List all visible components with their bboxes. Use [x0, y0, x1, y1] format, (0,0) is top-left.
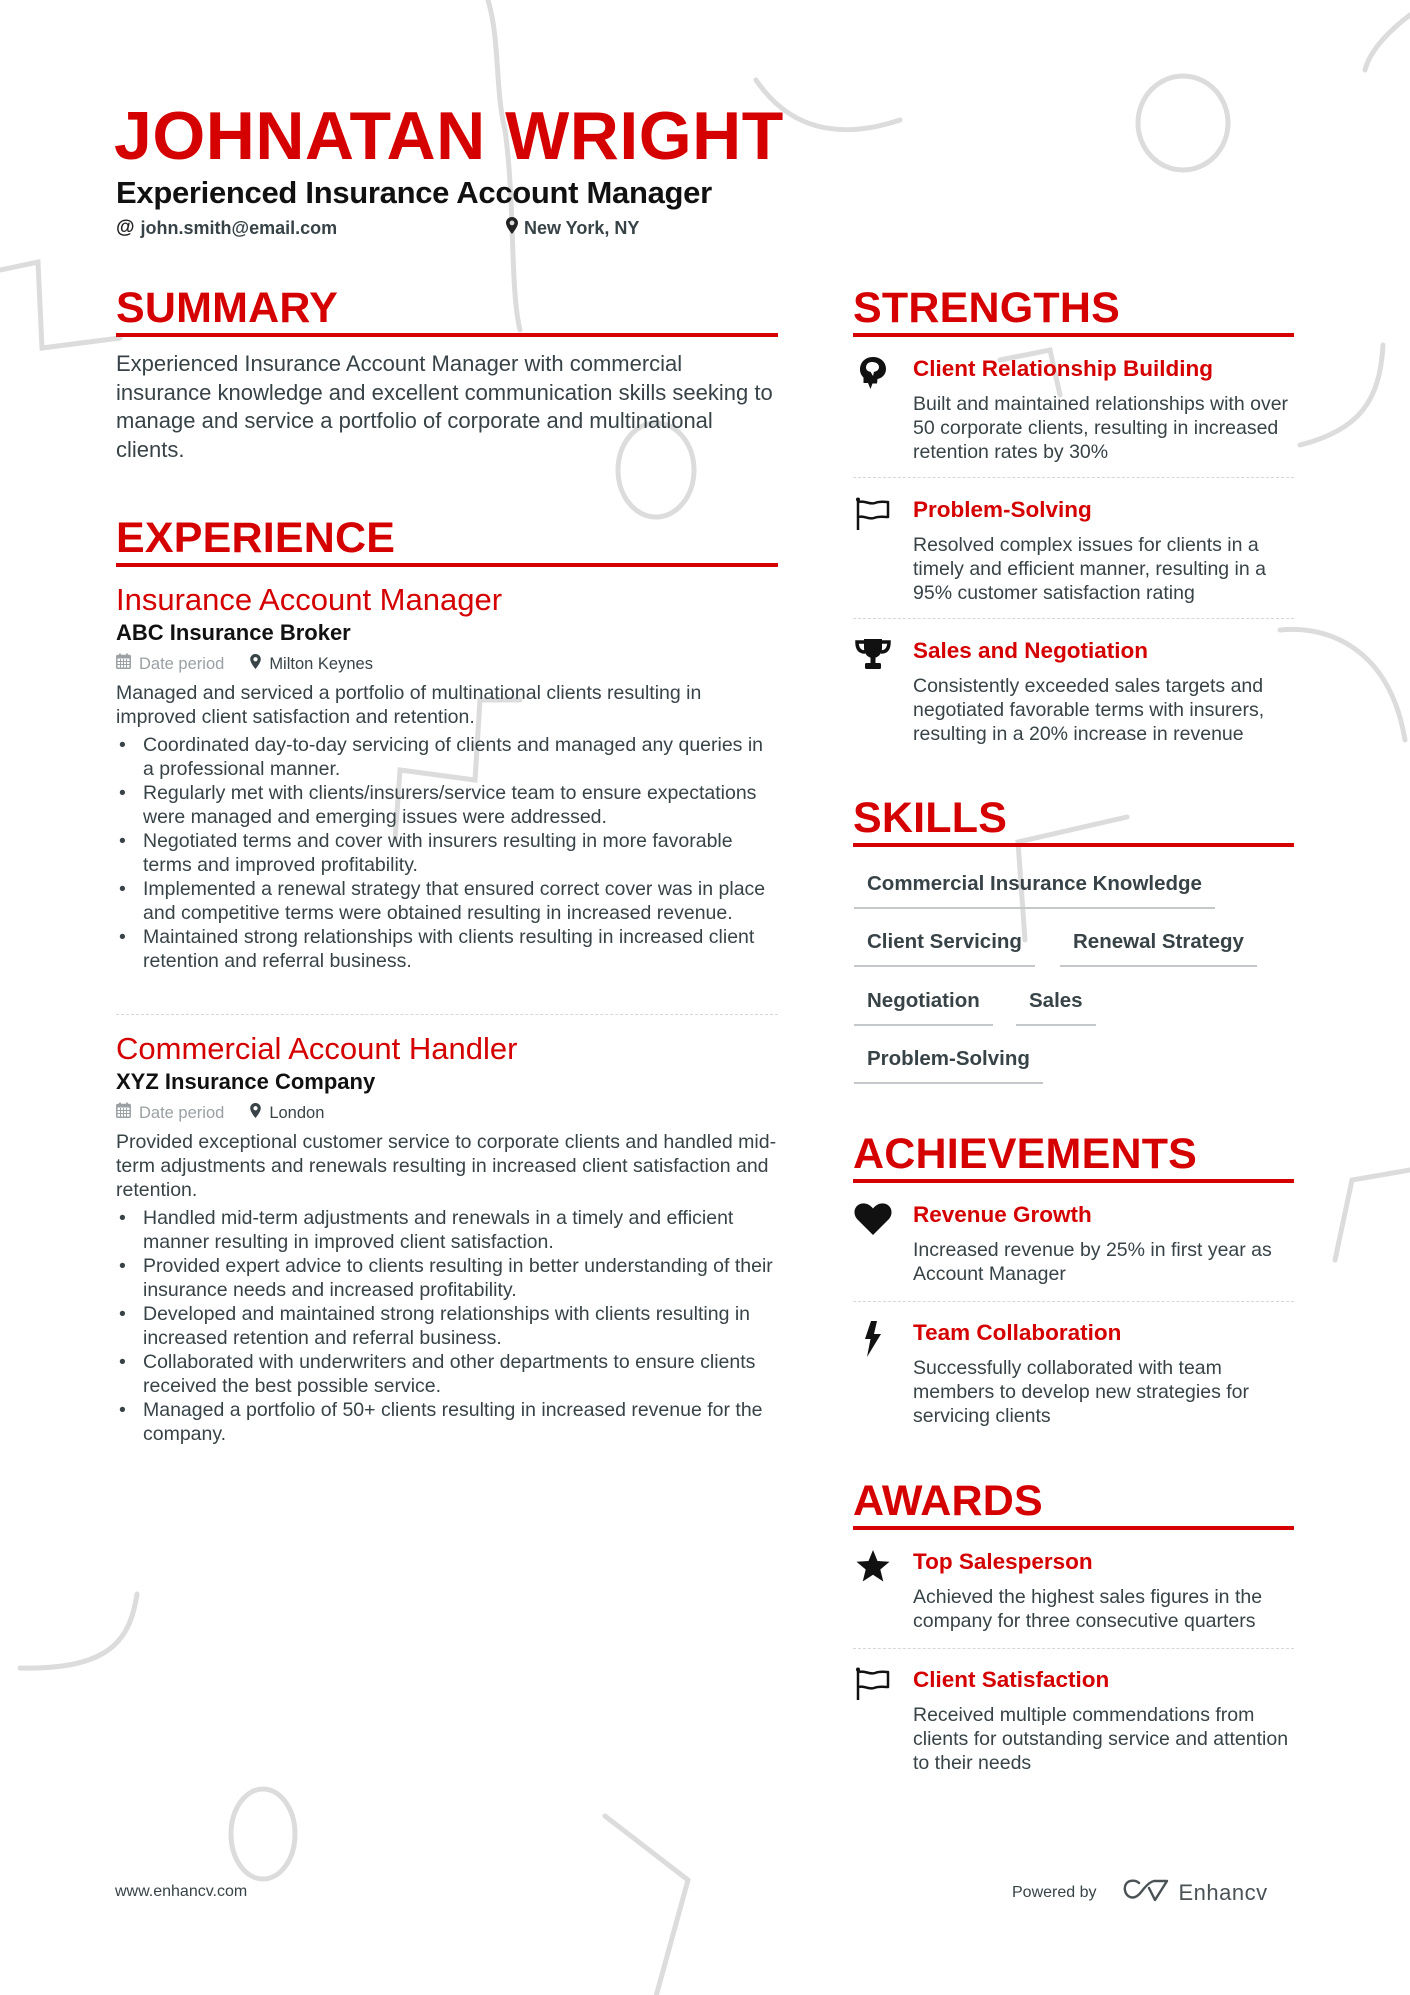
- summary-text: Experienced Insurance Account Manager with commercial insurance knowledge and excellent communication skills seeking to manage and service a portfolio of corporate and multinational clients.: [116, 351, 773, 462]
- achievements-divider: [853, 1179, 1294, 1183]
- job-date: [116, 653, 224, 675]
- job-location: [250, 1102, 324, 1124]
- powered-by-label: Powered by: [1012, 1884, 1097, 1901]
- location-text: Milton Keynes: [269, 655, 373, 673]
- candidate-title: Experienced Insurance Account Manager: [116, 175, 712, 210]
- item-separator: [853, 1301, 1294, 1302]
- job-meta: [116, 653, 778, 675]
- award-text: Received multiple commendations from clients for outstanding service and attention to their needs: [913, 1704, 1289, 1774]
- job-description: Managed and serviced a portfolio of multinational clients resulting in improved client satisfaction and retention.: [116, 682, 702, 728]
- company-name: XYZ Insurance Company: [116, 1069, 376, 1094]
- strengths-heading: STRENGTHS: [853, 284, 1120, 332]
- date-text: Date period: [139, 655, 225, 673]
- candidate-name: JOHNATAN WRIGHT: [114, 98, 784, 174]
- map-marker-icon: [506, 216, 518, 240]
- flag-icon: [853, 1667, 893, 1703]
- heart-icon: [853, 1202, 893, 1238]
- bullet-item: • Handled mid-term adjustments and renewals in a timely and efficient manner resulting in improved client satisfaction.: [116, 1206, 778, 1254]
- date-text: Date period: [139, 1104, 225, 1122]
- bullet-item: • Collaborated with underwriters and other departments to ensure clients received the best possible service.: [116, 1350, 778, 1398]
- job-description: Provided exceptional customer service to corporate clients and handled mid-term adjustments and renewals resulting in increased client satisfaction and retention.: [116, 1131, 777, 1201]
- award-title: Client Satisfaction: [913, 1667, 1110, 1692]
- at-icon: @: [116, 217, 135, 238]
- strength-text: Consistently exceeded sales targets and negotiated favorable terms with insurers, resulting in a 20% increase in revenue: [913, 675, 1265, 745]
- calendar-icon: [116, 653, 131, 675]
- skill-tag: Commercial Insurance Knowledge: [854, 871, 1215, 909]
- strengths-divider: [853, 333, 1294, 337]
- bullet-item: • Implemented a renewal strategy that ensured correct cover was in place and competitive terms were obtained resulting in increased revenue.: [116, 877, 778, 925]
- summary-divider: [116, 333, 778, 337]
- map-marker-icon: [250, 653, 261, 675]
- achievements-heading: ACHIEVEMENTS: [853, 1130, 1198, 1178]
- bullet-item: • Negotiated terms and cover with insurers resulting in more favorable terms and improved profitability.: [116, 829, 778, 877]
- contact-location: [506, 216, 639, 240]
- bullet-item: • Maintained strong relationships with clients resulting in increased client retention and referral business.: [116, 925, 778, 973]
- job-meta: [116, 1102, 778, 1124]
- footer-website-link[interactable]: www.enhancv.com: [115, 1883, 248, 1900]
- achievement-text: Increased revenue by 25% in first year as Account Manager: [913, 1239, 1272, 1285]
- flag-icon: [853, 497, 893, 533]
- job-title: Commercial Account Handler: [116, 1031, 518, 1066]
- location-text: London: [269, 1104, 325, 1122]
- job-entry: [116, 581, 778, 973]
- awards-divider: [853, 1526, 1294, 1530]
- skill-tag: Client Servicing: [854, 929, 1035, 967]
- item-separator: [853, 618, 1294, 619]
- skill-tag: Negotiation: [854, 988, 993, 1026]
- skill-tag: Sales: [1016, 988, 1096, 1026]
- trophy-icon: [853, 638, 893, 674]
- lightning-bolt-icon: [853, 1320, 893, 1356]
- calendar-icon: [116, 1102, 131, 1124]
- job-separator: [116, 1014, 778, 1015]
- skill-tag: Renewal Strategy: [1060, 929, 1257, 967]
- strength-text: Resolved complex issues for clients in a timely and efficient manner, resulting in a 95% customer satisfaction rating: [913, 534, 1266, 604]
- bullet-item: • Managed a portfolio of 50+ clients resulting in increased revenue for the company.: [116, 1398, 778, 1446]
- awards-heading: AWARDS: [853, 1477, 1043, 1525]
- bullet-item: • Provided expert advice to clients resulting in better understanding of their insurance needs and increased profitability.: [116, 1254, 778, 1302]
- star-icon: [853, 1549, 893, 1585]
- email-text: john.smith@email.com: [140, 218, 338, 238]
- location-text: New York, NY: [524, 218, 640, 238]
- award-title: Top Salesperson: [913, 1549, 1093, 1574]
- award-text: Achieved the highest sales figures in the company for three consecutive quarters: [913, 1586, 1263, 1632]
- achievement-title: Revenue Growth: [913, 1202, 1092, 1227]
- contact-email[interactable]: [116, 216, 337, 240]
- job-title: Insurance Account Manager: [116, 582, 503, 617]
- summary-heading: SUMMARY: [116, 284, 338, 332]
- bullet-item: • Regularly met with clients/insurers/service team to ensure expectations were managed and emerging issues were addressed.: [116, 781, 778, 829]
- strength-title: Client Relationship Building: [913, 356, 1213, 381]
- enhancv-logo-icon: [1123, 1878, 1169, 1908]
- bullet-item: • Developed and maintained strong relationships with clients resulting in increased retention and referral business.: [116, 1302, 778, 1350]
- achievement-title: Team Collaboration: [913, 1320, 1122, 1345]
- experience-divider: [116, 563, 778, 567]
- item-separator: [853, 1648, 1294, 1649]
- head-brain-icon: [853, 356, 893, 392]
- strength-title: Sales and Negotiation: [913, 638, 1149, 663]
- item-separator: [853, 477, 1294, 478]
- skills-heading: SKILLS: [853, 794, 1008, 842]
- experience-heading: EXPERIENCE: [116, 514, 396, 562]
- job-entry: [116, 1030, 778, 1446]
- job-location: [250, 653, 373, 675]
- job-bullets: [116, 1206, 778, 1446]
- skill-tag: Problem-Solving: [854, 1046, 1043, 1084]
- job-date: [116, 1102, 224, 1124]
- job-bullets: [116, 733, 778, 973]
- strength-title: Problem-Solving: [913, 497, 1092, 522]
- company-name: ABC Insurance Broker: [116, 620, 351, 645]
- enhancv-logo[interactable]: [1123, 1878, 1268, 1908]
- strength-text: Built and maintained relationships with over 50 corporate clients, resulting in increased retention rates by 30%: [913, 393, 1289, 463]
- achievement-text: Successfully collaborated with team members to develop new strategies for servicing clients: [913, 1357, 1249, 1427]
- map-marker-icon: [250, 1102, 261, 1124]
- skills-divider: [853, 843, 1294, 847]
- brand-name: Enhancv: [1178, 1880, 1268, 1905]
- footer-powered-by[interactable]: [1012, 1878, 1268, 1908]
- bullet-item: • Coordinated day-to-day servicing of clients and managed any queries in a professional manner.: [116, 733, 778, 781]
